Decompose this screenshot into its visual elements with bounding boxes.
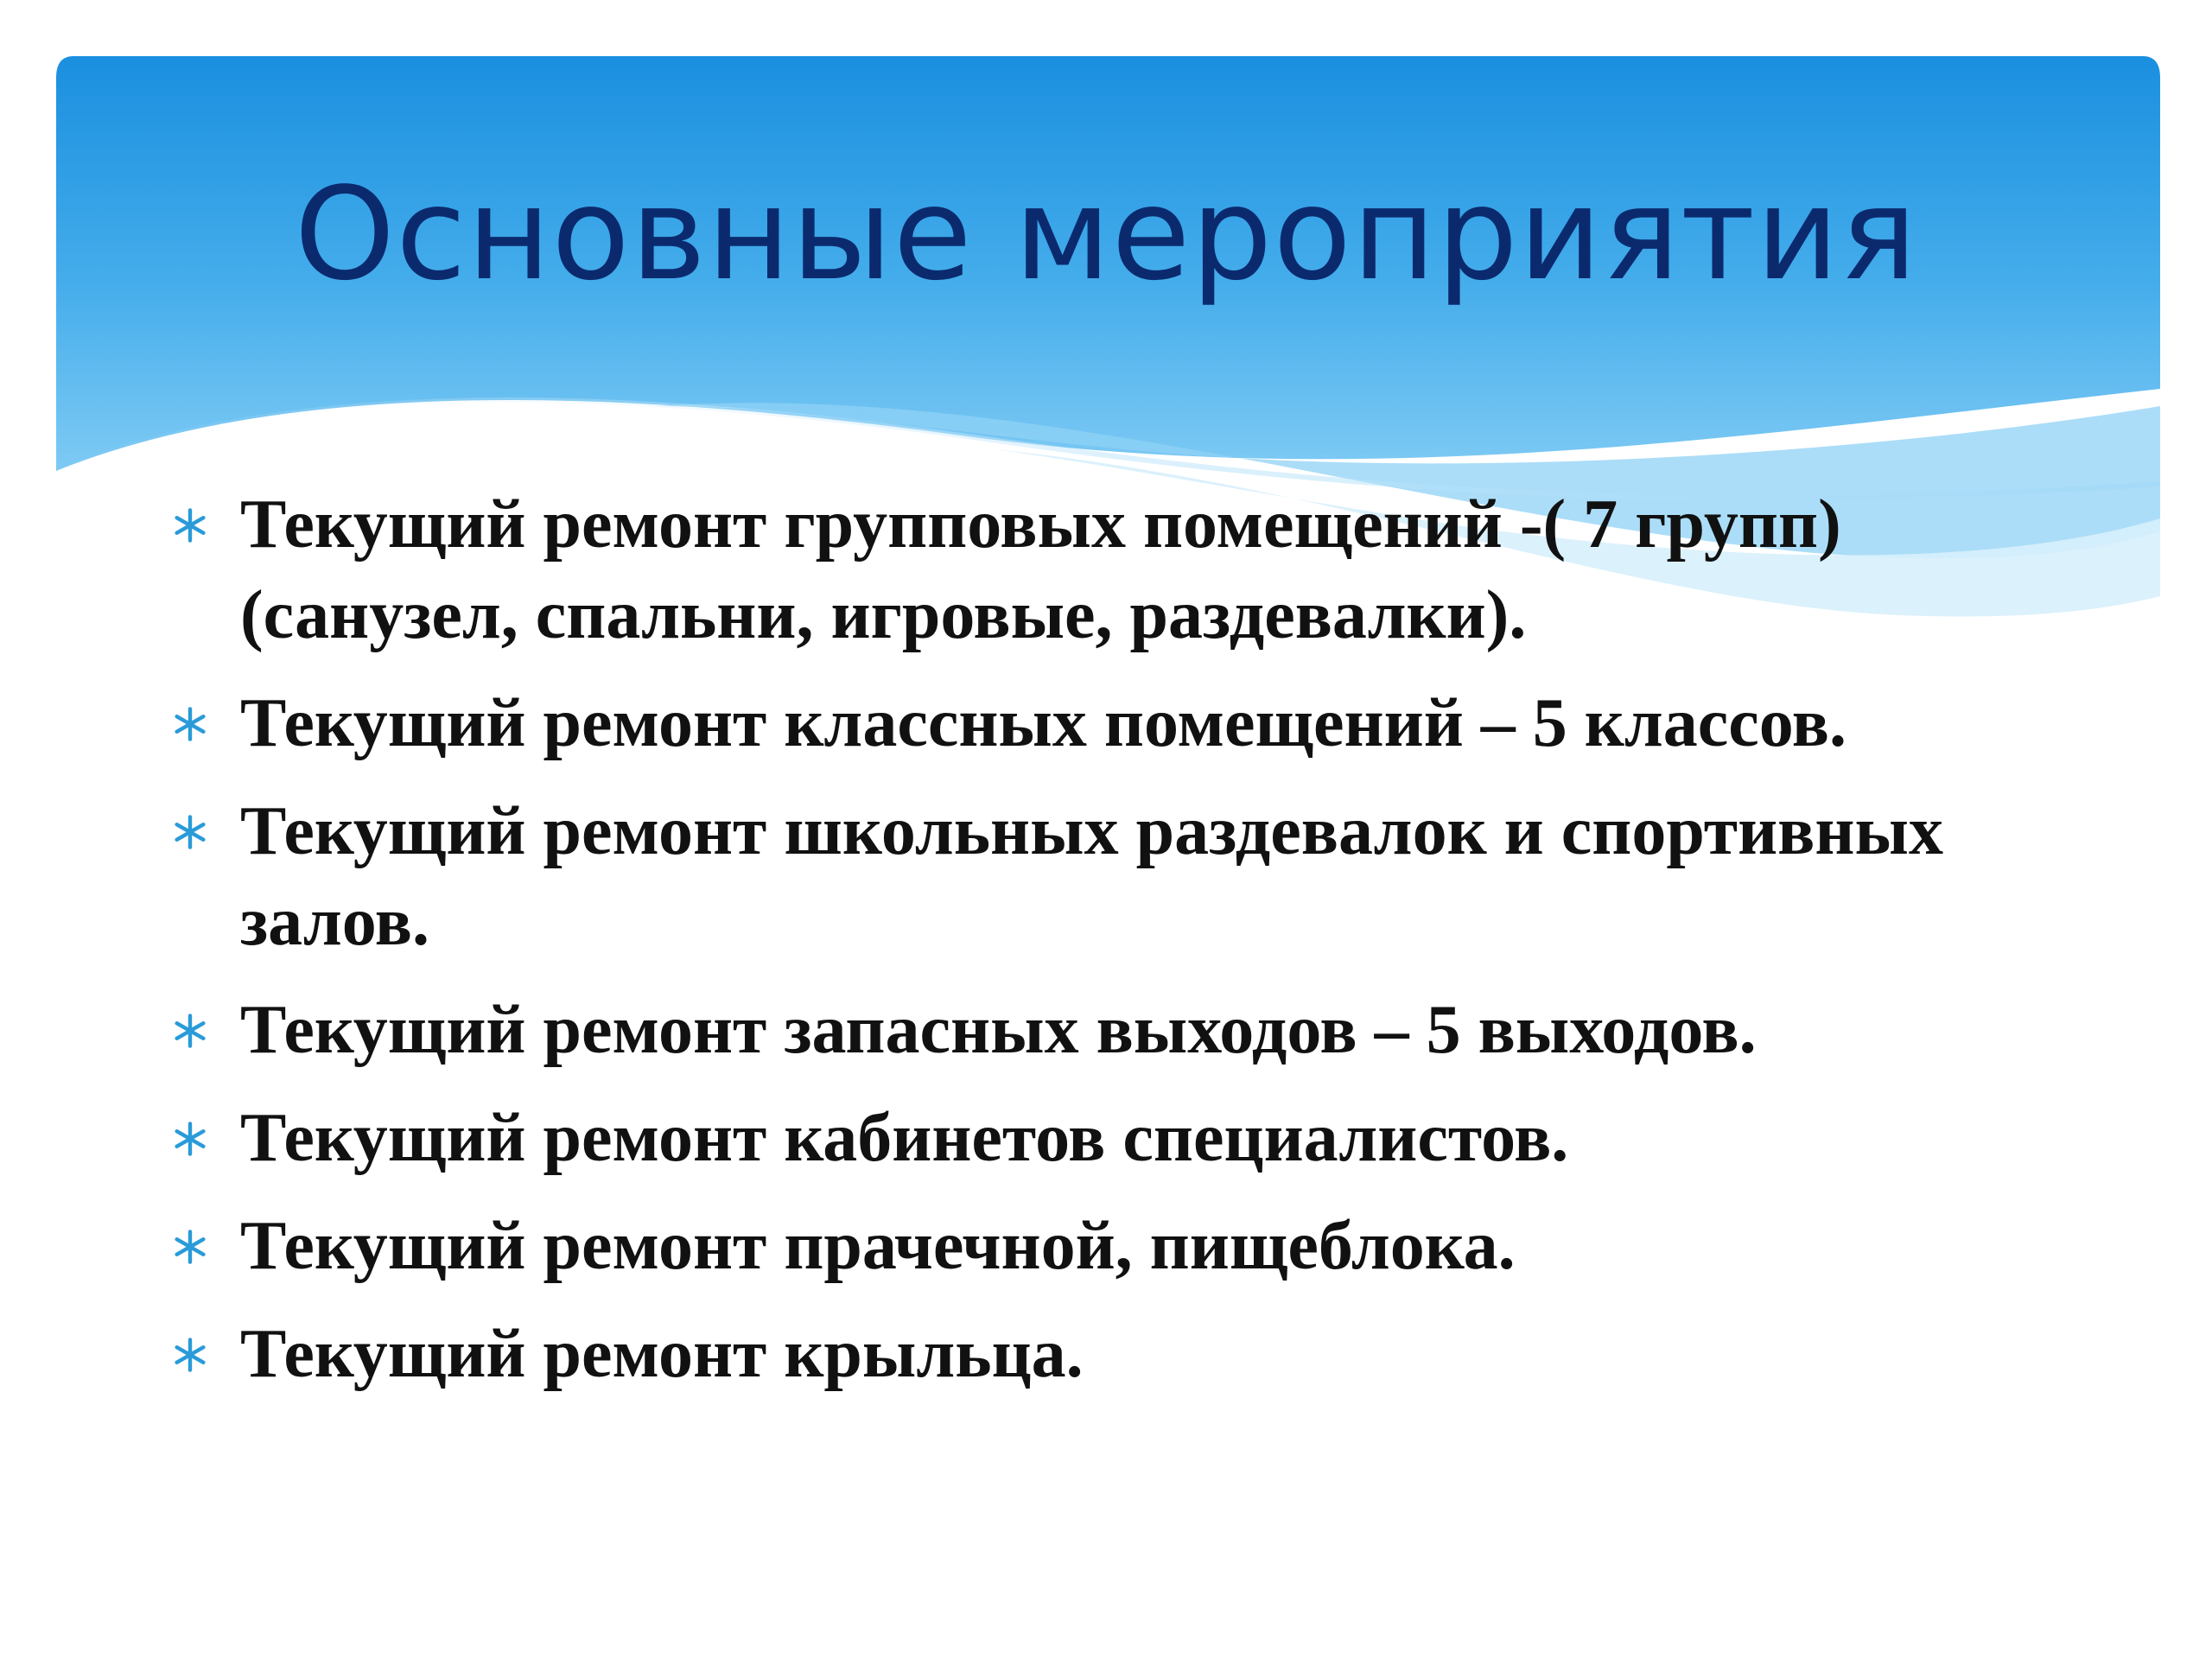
list-item xyxy=(164,1309,2100,1400)
bullet-text: Текущий ремонт школьных раздевалок и спортивных залов. xyxy=(240,793,1943,960)
list-item xyxy=(164,1201,2100,1292)
asterisk-icon xyxy=(164,1201,216,1292)
list-item xyxy=(164,985,2100,1076)
asterisk-icon xyxy=(164,985,216,1076)
bullet-list xyxy=(164,480,2100,1417)
list-item xyxy=(164,480,2100,661)
asterisk-icon xyxy=(164,1093,216,1184)
bullet-text: Текущий ремонт классных помещений – 5 классов. xyxy=(240,685,1847,761)
bullet-text: Текущий ремонт кабинетов специалистов. xyxy=(240,1100,1569,1176)
bullet-text: Текущий ремонт прачечной, пищеблока. xyxy=(240,1208,1516,1284)
list-item xyxy=(164,786,2100,968)
slide-title: Основные мероприятия xyxy=(294,160,1918,308)
asterisk-icon xyxy=(164,1309,216,1400)
asterisk-icon xyxy=(164,678,216,769)
list-item xyxy=(164,678,2100,769)
asterisk-icon xyxy=(164,786,216,877)
bullet-text: Текущий ремонт крыльца. xyxy=(240,1316,1084,1392)
list-item xyxy=(164,1093,2100,1184)
bullet-text: Текущий ремонт запасных выходов – 5 выходов. xyxy=(240,992,1757,1068)
asterisk-icon xyxy=(164,480,216,570)
bullet-text: Текущий ремонт групповых помещений -( 7 групп) (санузел, спальни, игровые, раздевалки). xyxy=(240,486,1841,653)
